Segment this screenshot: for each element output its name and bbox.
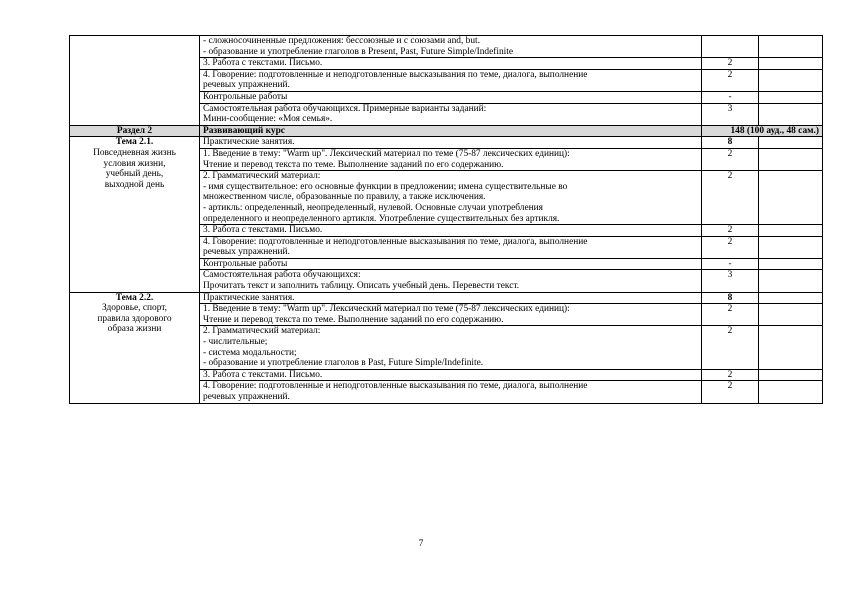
hours-cell: 8 [702, 292, 759, 304]
hours-cell: 2 [702, 171, 759, 225]
level-cell [759, 36, 823, 58]
content-line: Практические занятия. [203, 137, 295, 148]
level-cell [759, 369, 823, 381]
content-line: речевых упражнений. [203, 80, 290, 91]
level-cell [759, 292, 823, 304]
level-cell [759, 381, 823, 403]
topic-name-line: Здоровье, спорт, [101, 303, 167, 314]
hours-cell: 2 [702, 304, 759, 326]
content-line: Чтение и перевод текста по теме. Выполнение заданий по его содержанию. [203, 314, 504, 325]
topic-name-line: образа жизни [107, 324, 162, 335]
topic-content-cell [200, 292, 702, 304]
topic-content-cell [200, 91, 702, 103]
topic-content-cell [200, 148, 702, 170]
content-line: - образование и употребление глаголов в Past, Future Simple/Indefinite. [203, 358, 484, 369]
level-cell [759, 236, 823, 258]
content-line: - система модальности; [203, 347, 297, 358]
content-line: - числительные; [203, 337, 268, 348]
topic-name-cell [70, 36, 200, 126]
section-title: Развивающий курс [200, 125, 702, 137]
table-row [70, 292, 823, 304]
topic-content-cell [200, 225, 702, 237]
hours-cell: 2 [702, 326, 759, 369]
topic-title: Тема 2.2. [115, 292, 154, 303]
content-line: Самостоятельная работа обучающихся. Примерные варианты заданий: [203, 103, 487, 114]
curriculum-table [69, 35, 823, 404]
topic-content-cell [200, 270, 702, 292]
hours-cell: - [702, 258, 759, 270]
topic-name-cell [70, 137, 200, 292]
content-line: Контрольные работы [203, 91, 288, 102]
hours-cell [702, 36, 759, 58]
level-cell [759, 137, 823, 149]
hours-cell: 2 [702, 381, 759, 403]
section-label: Раздел 2 [70, 125, 200, 137]
hours-cell: 2 [702, 369, 759, 381]
hours-cell: 2 [702, 148, 759, 170]
section-row [70, 125, 823, 137]
content-line: речевых упражнений. [203, 247, 290, 258]
topic-content-cell [200, 304, 702, 326]
level-cell [759, 270, 823, 292]
table-row [70, 36, 823, 58]
topic-name-line: выходной день [104, 179, 165, 190]
topic-title: Тема 2.1. [115, 137, 154, 148]
content-line: Прочитать текст и заполнить таблицу. Описать учебный день. Перевести текст. [203, 281, 520, 292]
content-line: 4. Говорение: подготовленные и неподготовленные высказывания по теме, диалога, выполнение [203, 69, 588, 80]
content-line: - имя существительное: его основные функции в предложении; имена существительные во [203, 181, 568, 192]
page-number: 7 [418, 539, 424, 549]
content-line: Мини-сообщение: «Моя семья». [203, 114, 333, 125]
level-cell [759, 103, 823, 125]
content-line: 2. Грамматический материал: [203, 326, 321, 337]
content-line: 3. Работа с текстами. Письмо. [203, 369, 323, 380]
topic-name-line: правила здорового [97, 313, 172, 324]
hours-cell: 2 [702, 58, 759, 70]
topic-name-line: условия жизни, [103, 158, 166, 169]
content-line: речевых упражнений. [203, 392, 290, 402]
content-line: - образование и употребление глаголов в Present, Past, Future Simple/Indefinite [203, 46, 514, 57]
hours-cell: - [702, 91, 759, 103]
hours-cell: 3 [702, 270, 759, 292]
content-line: 1. Введение в тему: "Warm up". Лексический материал по теме (75-87 лексических единиц): [203, 148, 570, 159]
level-cell [759, 258, 823, 270]
topic-content-cell [200, 258, 702, 270]
content-line: определенного и неопределенного артикля. Употребление существительных без артикля. [203, 213, 560, 224]
level-cell [759, 58, 823, 70]
content-line: - сложносочиненные предложения: бессоюзные и с союзами and, but. [203, 36, 480, 46]
topic-content-cell [200, 69, 702, 91]
content-line: Самостоятельная работа обучающихся: [203, 270, 361, 281]
content-line: 4. Говорение: подготовленные и неподготовленные высказывания по теме, диалога, выполнение [203, 236, 588, 247]
topic-content-cell [200, 58, 702, 70]
content-line: 2. Грамматический материал: [203, 171, 321, 182]
topic-name-line: учебный день, [105, 169, 164, 180]
hours-cell: 2 [702, 236, 759, 258]
topic-content-cell [200, 171, 702, 225]
content-line: 4. Говорение: подготовленные и неподготовленные высказывания по теме, диалога, выполнение [203, 381, 588, 392]
hours-cell: 3 [702, 103, 759, 125]
content-line: 1. Введение в тему: "Warm up". Лексический материал по теме (75-87 лексических единиц): [203, 304, 570, 315]
topic-name-cell [70, 292, 200, 403]
level-cell [759, 91, 823, 103]
level-cell [759, 69, 823, 91]
content-line: Контрольные работы [203, 258, 288, 269]
content-line: Практические занятия. [203, 292, 295, 303]
level-cell [759, 225, 823, 237]
topic-content-cell [200, 137, 702, 149]
content-line: множественном числе, образованные по правилу, а также исключения. [203, 192, 486, 203]
topic-content-cell [200, 369, 702, 381]
content-line: 3. Работа с текстами. Письмо. [203, 58, 323, 69]
table-row [70, 137, 823, 149]
level-cell [759, 304, 823, 326]
hours-cell: 2 [702, 225, 759, 237]
level-cell [759, 171, 823, 225]
section-hours: 148 (100 ауд., 48 сам.) [702, 125, 823, 137]
topic-name-line: Повседневная жизнь [93, 147, 176, 158]
level-cell [759, 148, 823, 170]
hours-cell: 8 [702, 137, 759, 149]
hours-cell: 2 [702, 69, 759, 91]
content-line: - артикль: определенный, неопределенный, нулевой. Основные случаи употребления [203, 202, 543, 213]
topic-content-cell [200, 326, 702, 369]
topic-content-cell [200, 103, 702, 125]
content-line: Чтение и перевод текста по теме. Выполнение заданий по его содержанию. [203, 159, 504, 170]
topic-content-cell [200, 236, 702, 258]
content-line: 3. Работа с текстами. Письмо. [203, 225, 323, 236]
level-cell [759, 326, 823, 369]
topic-content-cell [200, 36, 702, 58]
topic-content-cell [200, 381, 702, 403]
